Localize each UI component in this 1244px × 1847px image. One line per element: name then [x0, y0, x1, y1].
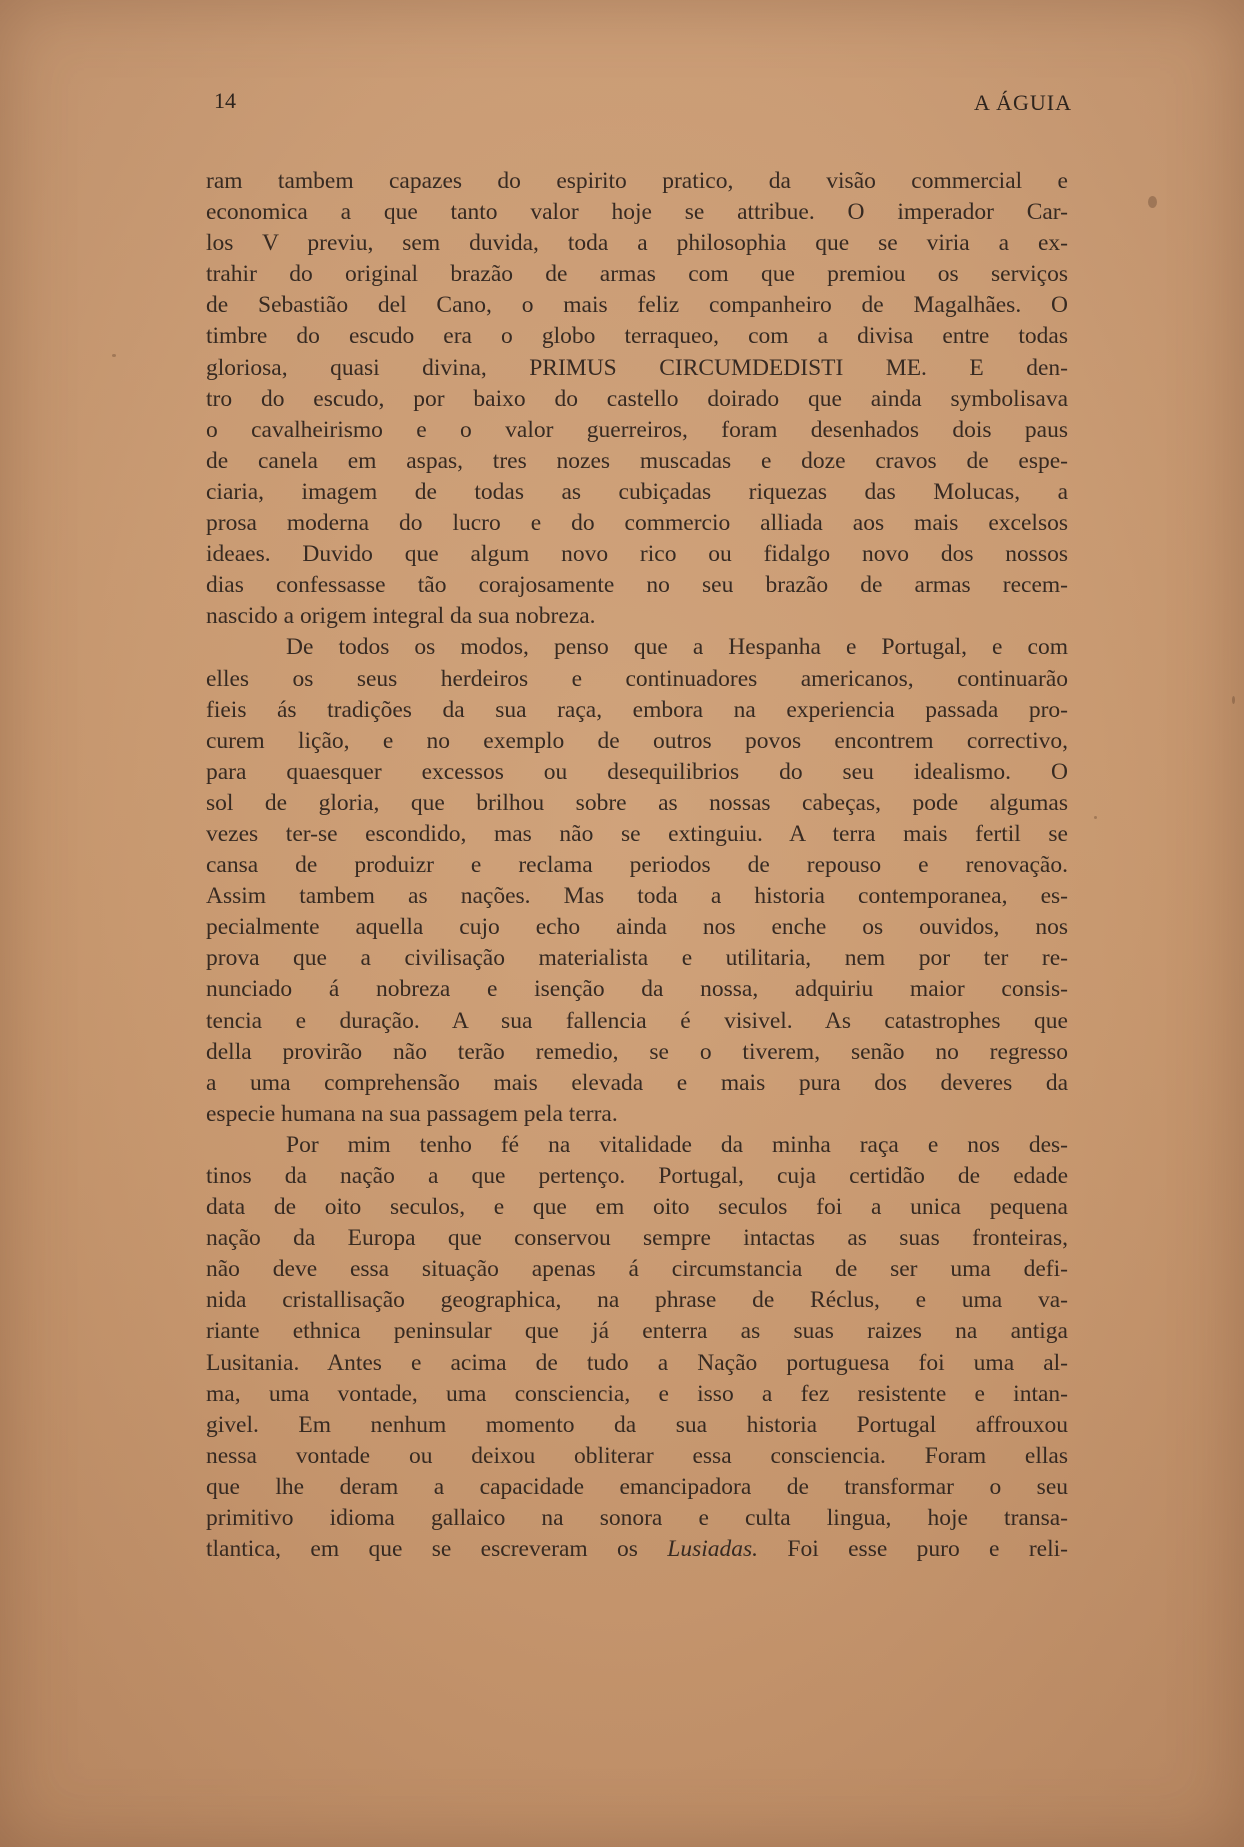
text-line: ciaria, imagem de todas as cubiçadas riquezas das Molucas, a: [206, 478, 1068, 505]
text-line: Lusitania. Antes e acima de tudo a Nação portuguesa foi uma al-: [206, 1349, 1068, 1376]
text-line: tro do escudo, por baixo do castello doirado que ainda symbolisava: [206, 385, 1068, 412]
body-text: [206, 166, 1068, 1565]
text-line: vezes ter-se escondido, mas não se extinguiu. A terra mais fertil se: [206, 820, 1068, 847]
text-line: nunciado á nobreza e isenção da nossa, adquiriu maior consis-: [206, 976, 1068, 1003]
scan-speck: [1148, 196, 1157, 208]
text-line: curem lição, e no exemplo de outros povos encontrem correctivo,: [206, 727, 1068, 754]
text-line: tinos da nação a que pertenço. Portugal, cuja certidão de edade: [206, 1163, 1068, 1189]
text-line: ma, uma vontade, uma consciencia, e isso a fez resistente e intan-: [206, 1380, 1068, 1407]
text-line: della provirão não terão remedio, se o tiverem, senão no regresso: [206, 1038, 1068, 1065]
paragraph-2: [206, 632, 1068, 1130]
text-line: que lhe deram a capacidade emancipadora de transformar o seu: [206, 1473, 1068, 1500]
text-line: o cavalheirismo e o valor guerreiros, foram desenhados dois paus: [206, 416, 1068, 443]
text-line: Por mim tenho fé na vitalidade da minha raça e nos des-: [286, 1131, 1068, 1158]
text-line: Assim tambem as nações. Mas toda a historia contemporanea, es-: [206, 883, 1068, 910]
text-line: pecialmente aquella cujo echo ainda nos enche os ouvidos, nos: [206, 914, 1068, 941]
scan-speck: [112, 354, 116, 357]
text-line: de Sebastião del Cano, o mais feliz companheiro de Magalhães. O: [206, 292, 1068, 319]
text-line: para quaesquer excessos ou desequilibrios do seu idealismo. O: [206, 758, 1068, 785]
text-line: [206, 1534, 1068, 1565]
page-number: 14: [214, 88, 236, 113]
running-title: A ÁGUIA: [973, 90, 1072, 115]
text-line: ideaes. Duvido que algum novo rico ou fidalgo novo dos nossos: [206, 541, 1068, 568]
text-line: riante ethnica peninsular que já enterra as suas raizes na antiga: [206, 1318, 1068, 1345]
scan-speck: [1094, 816, 1097, 819]
text-line: nessa vontade ou deixou obliterar essa consciencia. Foram ellas: [206, 1442, 1068, 1469]
text-line: De todos os modos, penso que a Hespanha e Portugal, e com: [286, 634, 1068, 661]
text-line: dias confessasse tão corajosamente no seu brazão de armas recem-: [206, 572, 1068, 599]
text-line: nascido a origem integral da sua nobreza.: [206, 603, 596, 630]
text-line: nida cristallisação geographica, na phrase de Réclus, e uma va-: [206, 1287, 1068, 1314]
text-line: sol de gloria, que brilhou sobre as nossas cabeças, pode algumas: [206, 789, 1068, 816]
text-line: trahir do original brazão de armas com que premiou os serviços: [206, 261, 1068, 288]
text-line: prova que a civilisação materialista e utilitaria, nem por ter re-: [206, 945, 1068, 972]
text-line: a uma comprehensão mais elevada e mais pura dos deveres da: [206, 1069, 1068, 1096]
scan-speck: [1232, 696, 1235, 704]
paragraph-1: [206, 166, 1068, 632]
text-line: não deve essa situação apenas á circumstancia de ser uma defi-: [206, 1256, 1068, 1283]
text-line: prosa moderna do lucro e do commercio alliada aos mais excelsos: [206, 510, 1068, 537]
text-line: gloriosa, quasi divina, PRIMUS CIRCUMDEDISTI ME. E den-: [206, 354, 1068, 381]
text-line: fieis ás tradições da sua raça, embora na experiencia passada pro-: [206, 696, 1068, 723]
text-line: givel. Em nenhum momento da sua historia Portugal affrouxou: [206, 1411, 1068, 1438]
paragraph-3: [206, 1130, 1068, 1565]
page-header: [214, 88, 1072, 118]
text-segment: Foi esse puro e reli-: [787, 1536, 1068, 1563]
text-line: elles os seus herdeiros e continuadores americanos, continuarão: [206, 665, 1068, 692]
book-title-italic: Lusiadas.: [667, 1536, 759, 1563]
text-line: los V previu, sem duvida, toda a philosophia que se viria a ex-: [206, 230, 1068, 257]
text-line: data de oito seculos, e que em oito seculos foi a unica pequena: [206, 1194, 1068, 1221]
text-line: economica a que tanto valor hoje se attribue. O imperador Car-: [206, 199, 1068, 226]
text-line: de canela em aspas, tres nozes muscadas e doze cravos de espe-: [206, 447, 1068, 474]
text-segment: tlantica, em que se escreveram os: [206, 1536, 638, 1563]
text-line: especie humana na sua passagem pela terra.: [206, 1100, 618, 1127]
text-line: primitivo idioma gallaico na sonora e culta lingua, hoje transa-: [206, 1505, 1068, 1532]
text-line: ram tambem capazes do espirito pratico, da visão commercial e: [206, 168, 1068, 194]
text-line: tencia e duração. A sua fallencia é visivel. As catastrophes que: [206, 1007, 1068, 1034]
text-line: nação da Europa que conservou sempre intactas as suas fronteiras,: [206, 1225, 1068, 1252]
text-line: timbre do escudo era o globo terraqueo, com a divisa entre todas: [206, 323, 1068, 350]
text-line: cansa de produizr e reclama periodos de repouso e renovação.: [206, 852, 1068, 879]
